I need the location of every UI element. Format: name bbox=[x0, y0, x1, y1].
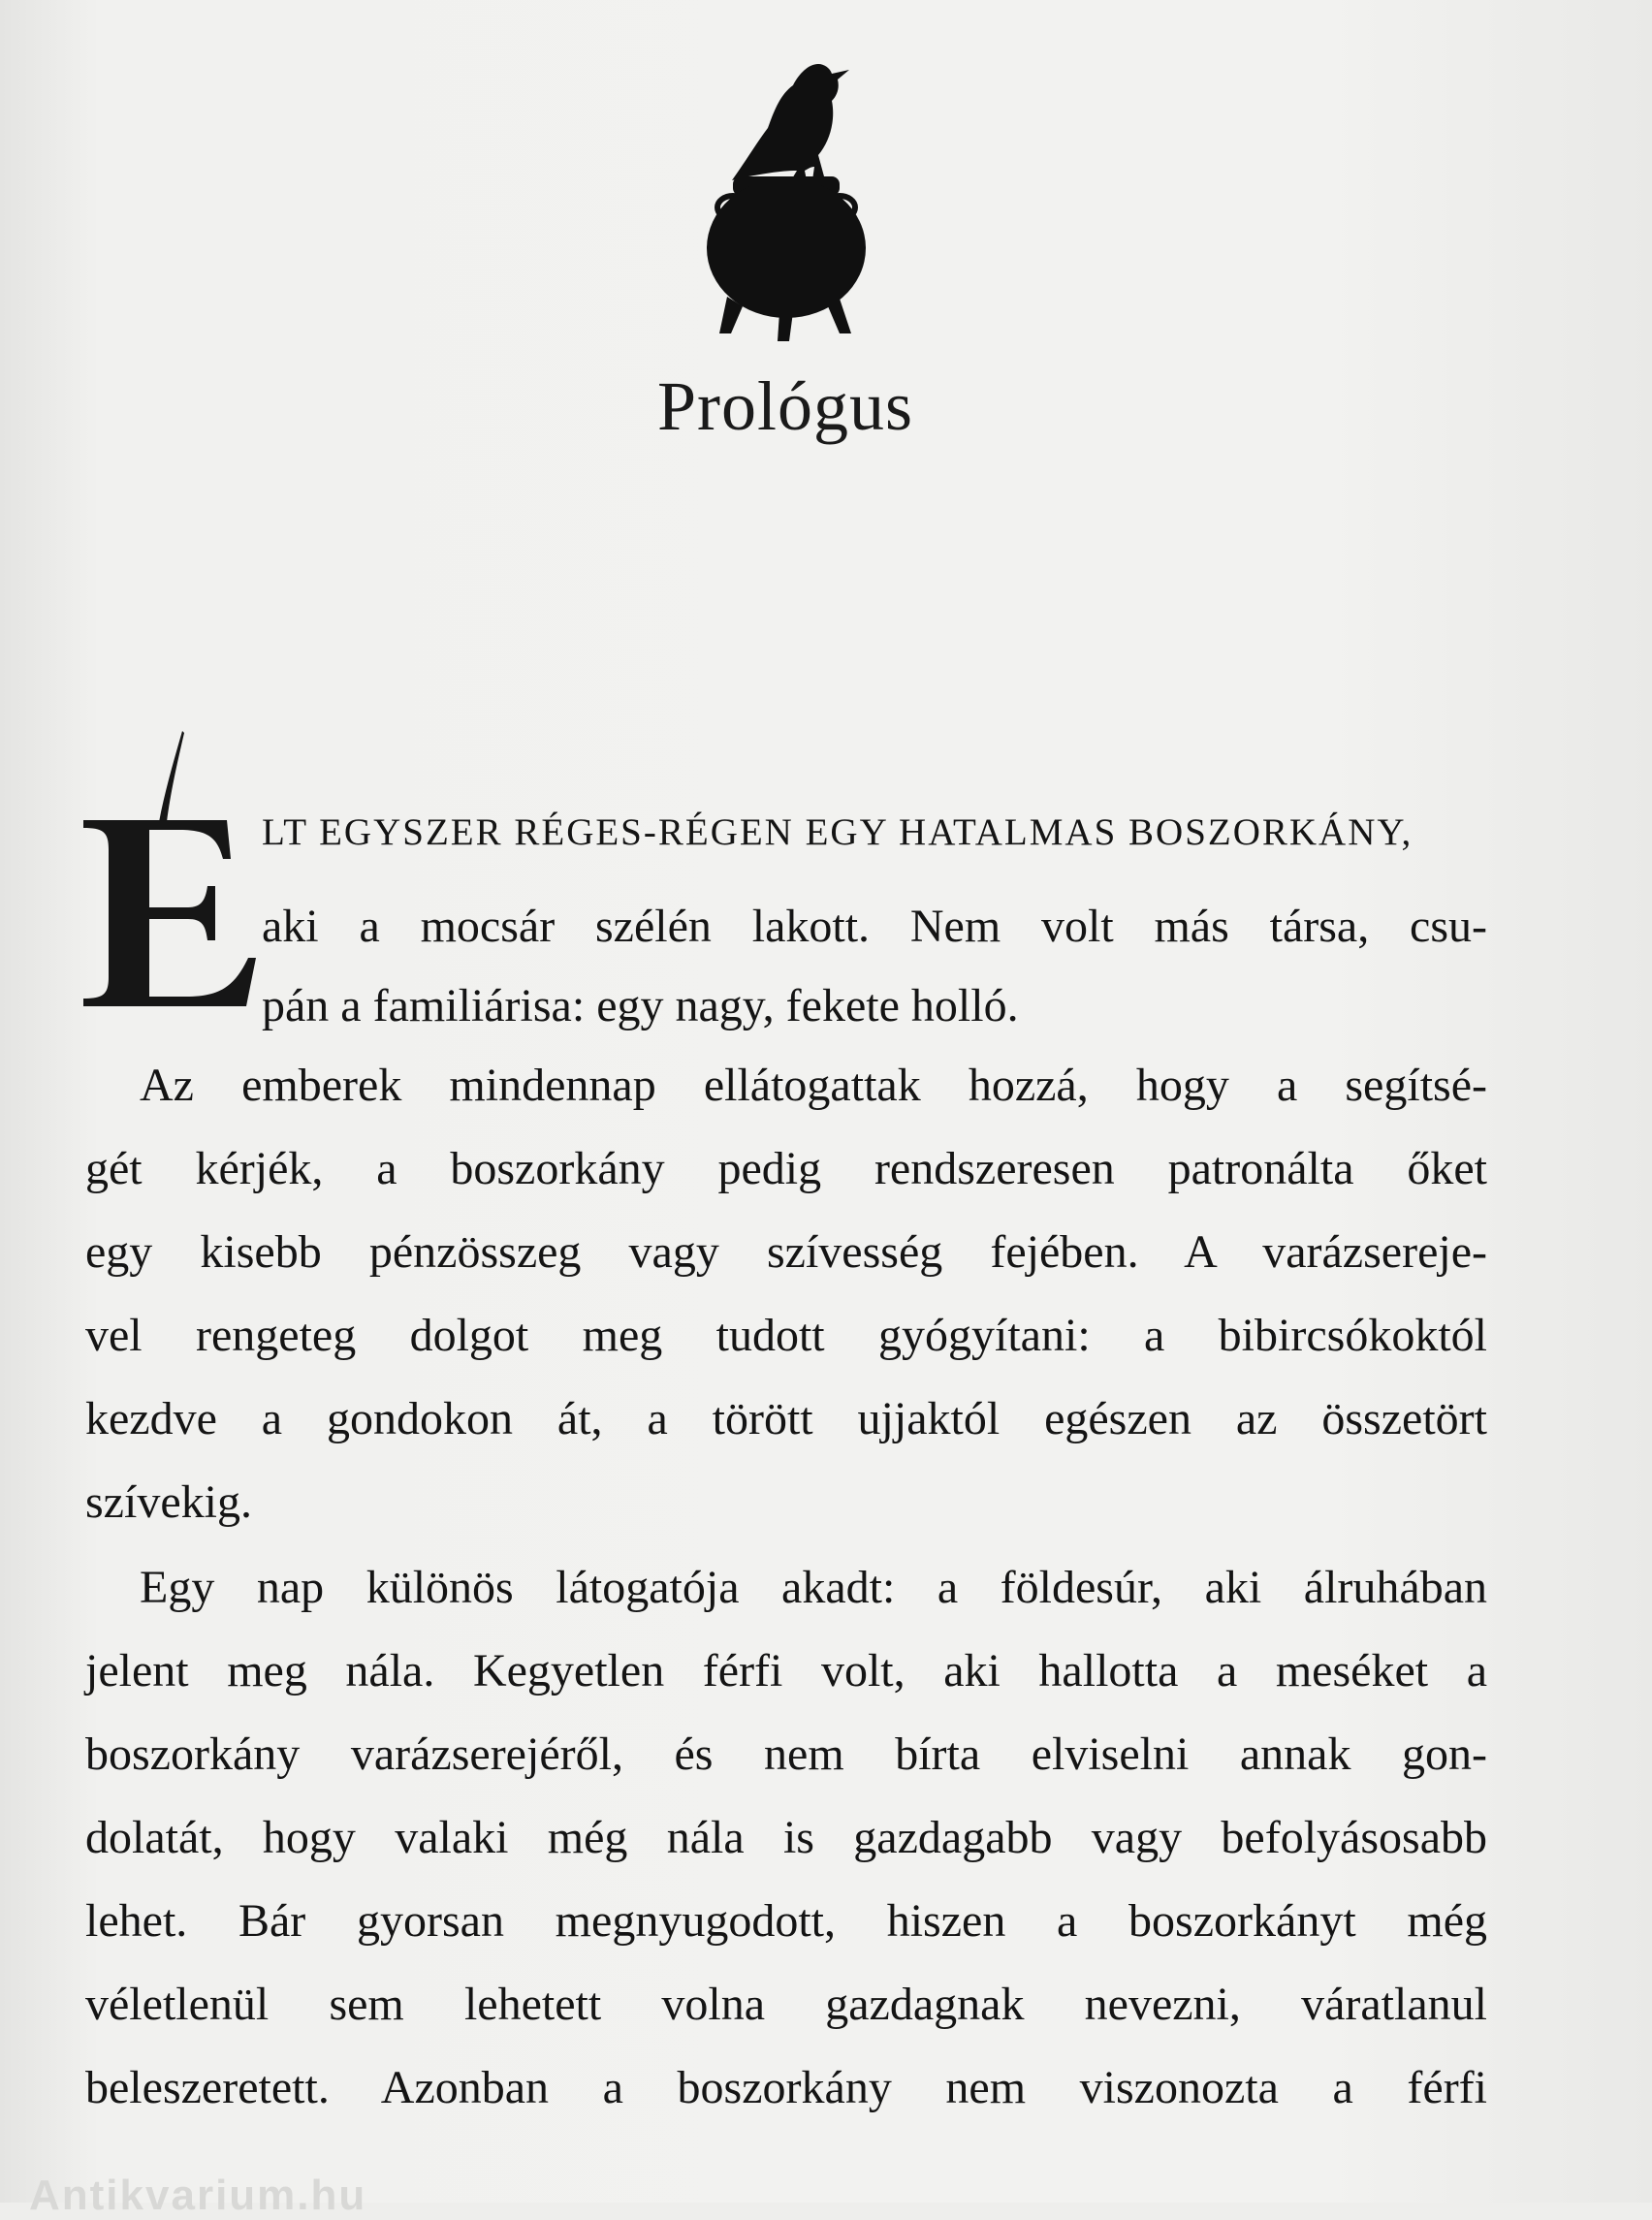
text-line: kezdve a gondokon át, a törött ujjaktól egészen az összetört bbox=[85, 1393, 1487, 1444]
text-line: vel rengeteg dolgot meg tudott gyógyítani: a bibircsókoktól bbox=[85, 1310, 1487, 1361]
text-line: boszorkány varázserejéről, és nem bírta elviselni annak gon- bbox=[85, 1728, 1487, 1780]
raven-on-cauldron-icon bbox=[659, 35, 911, 341]
text-line: lehet. Bár gyorsan megnyugodott, hiszen a boszorkányt még bbox=[85, 1895, 1487, 1947]
text-line: szívekig. bbox=[85, 1476, 252, 1528]
text-line: jelent meg nála. Kegyetlen férfi volt, aki hallotta a meséket a bbox=[85, 1645, 1487, 1697]
text-line: dolatát, hogy valaki még nála is gazdagabb vagy befolyásosabb bbox=[85, 1812, 1487, 1863]
paragraph-start-line: Egy nap különös látogatója akadt: a földesúr, aki álruhában bbox=[140, 1562, 1487, 1613]
chapter-title: Prológus bbox=[656, 367, 914, 445]
text-line: pán a familiárisa: egy nagy, fekete holló. bbox=[262, 980, 1019, 1031]
drop-cap bbox=[81, 729, 266, 1020]
text-line: beleszeretett. Azonban a boszorkány nem viszonozta a férfi bbox=[85, 2062, 1487, 2113]
opening-line-small-caps: LT EGYSZER RÉGES-RÉGEN EGY HATALMAS BOSZORKÁNY, bbox=[262, 811, 1414, 853]
paragraph-start-line: Az emberek mindennap ellátogattak hozzá, hogy a segítsé- bbox=[140, 1060, 1487, 1111]
acute-accent-icon bbox=[157, 729, 184, 826]
text-line: aki a mocsár szélén lakott. Nem volt más társa, csu- bbox=[262, 901, 1487, 952]
watermark: Antikvarium.hu bbox=[29, 2172, 367, 2219]
text-line: véletlenül sem lehetett volna gazdagnak nevezni, váratlanul bbox=[85, 1979, 1487, 2030]
drop-cap-glyph bbox=[81, 816, 266, 1010]
text-line: egy kisebb pénzösszeg vagy szívesség fejében. A varázsereje- bbox=[85, 1226, 1487, 1278]
text-line: gét kérjék, a boszorkány pedig rendszeresen patronálta őket bbox=[85, 1143, 1487, 1194]
